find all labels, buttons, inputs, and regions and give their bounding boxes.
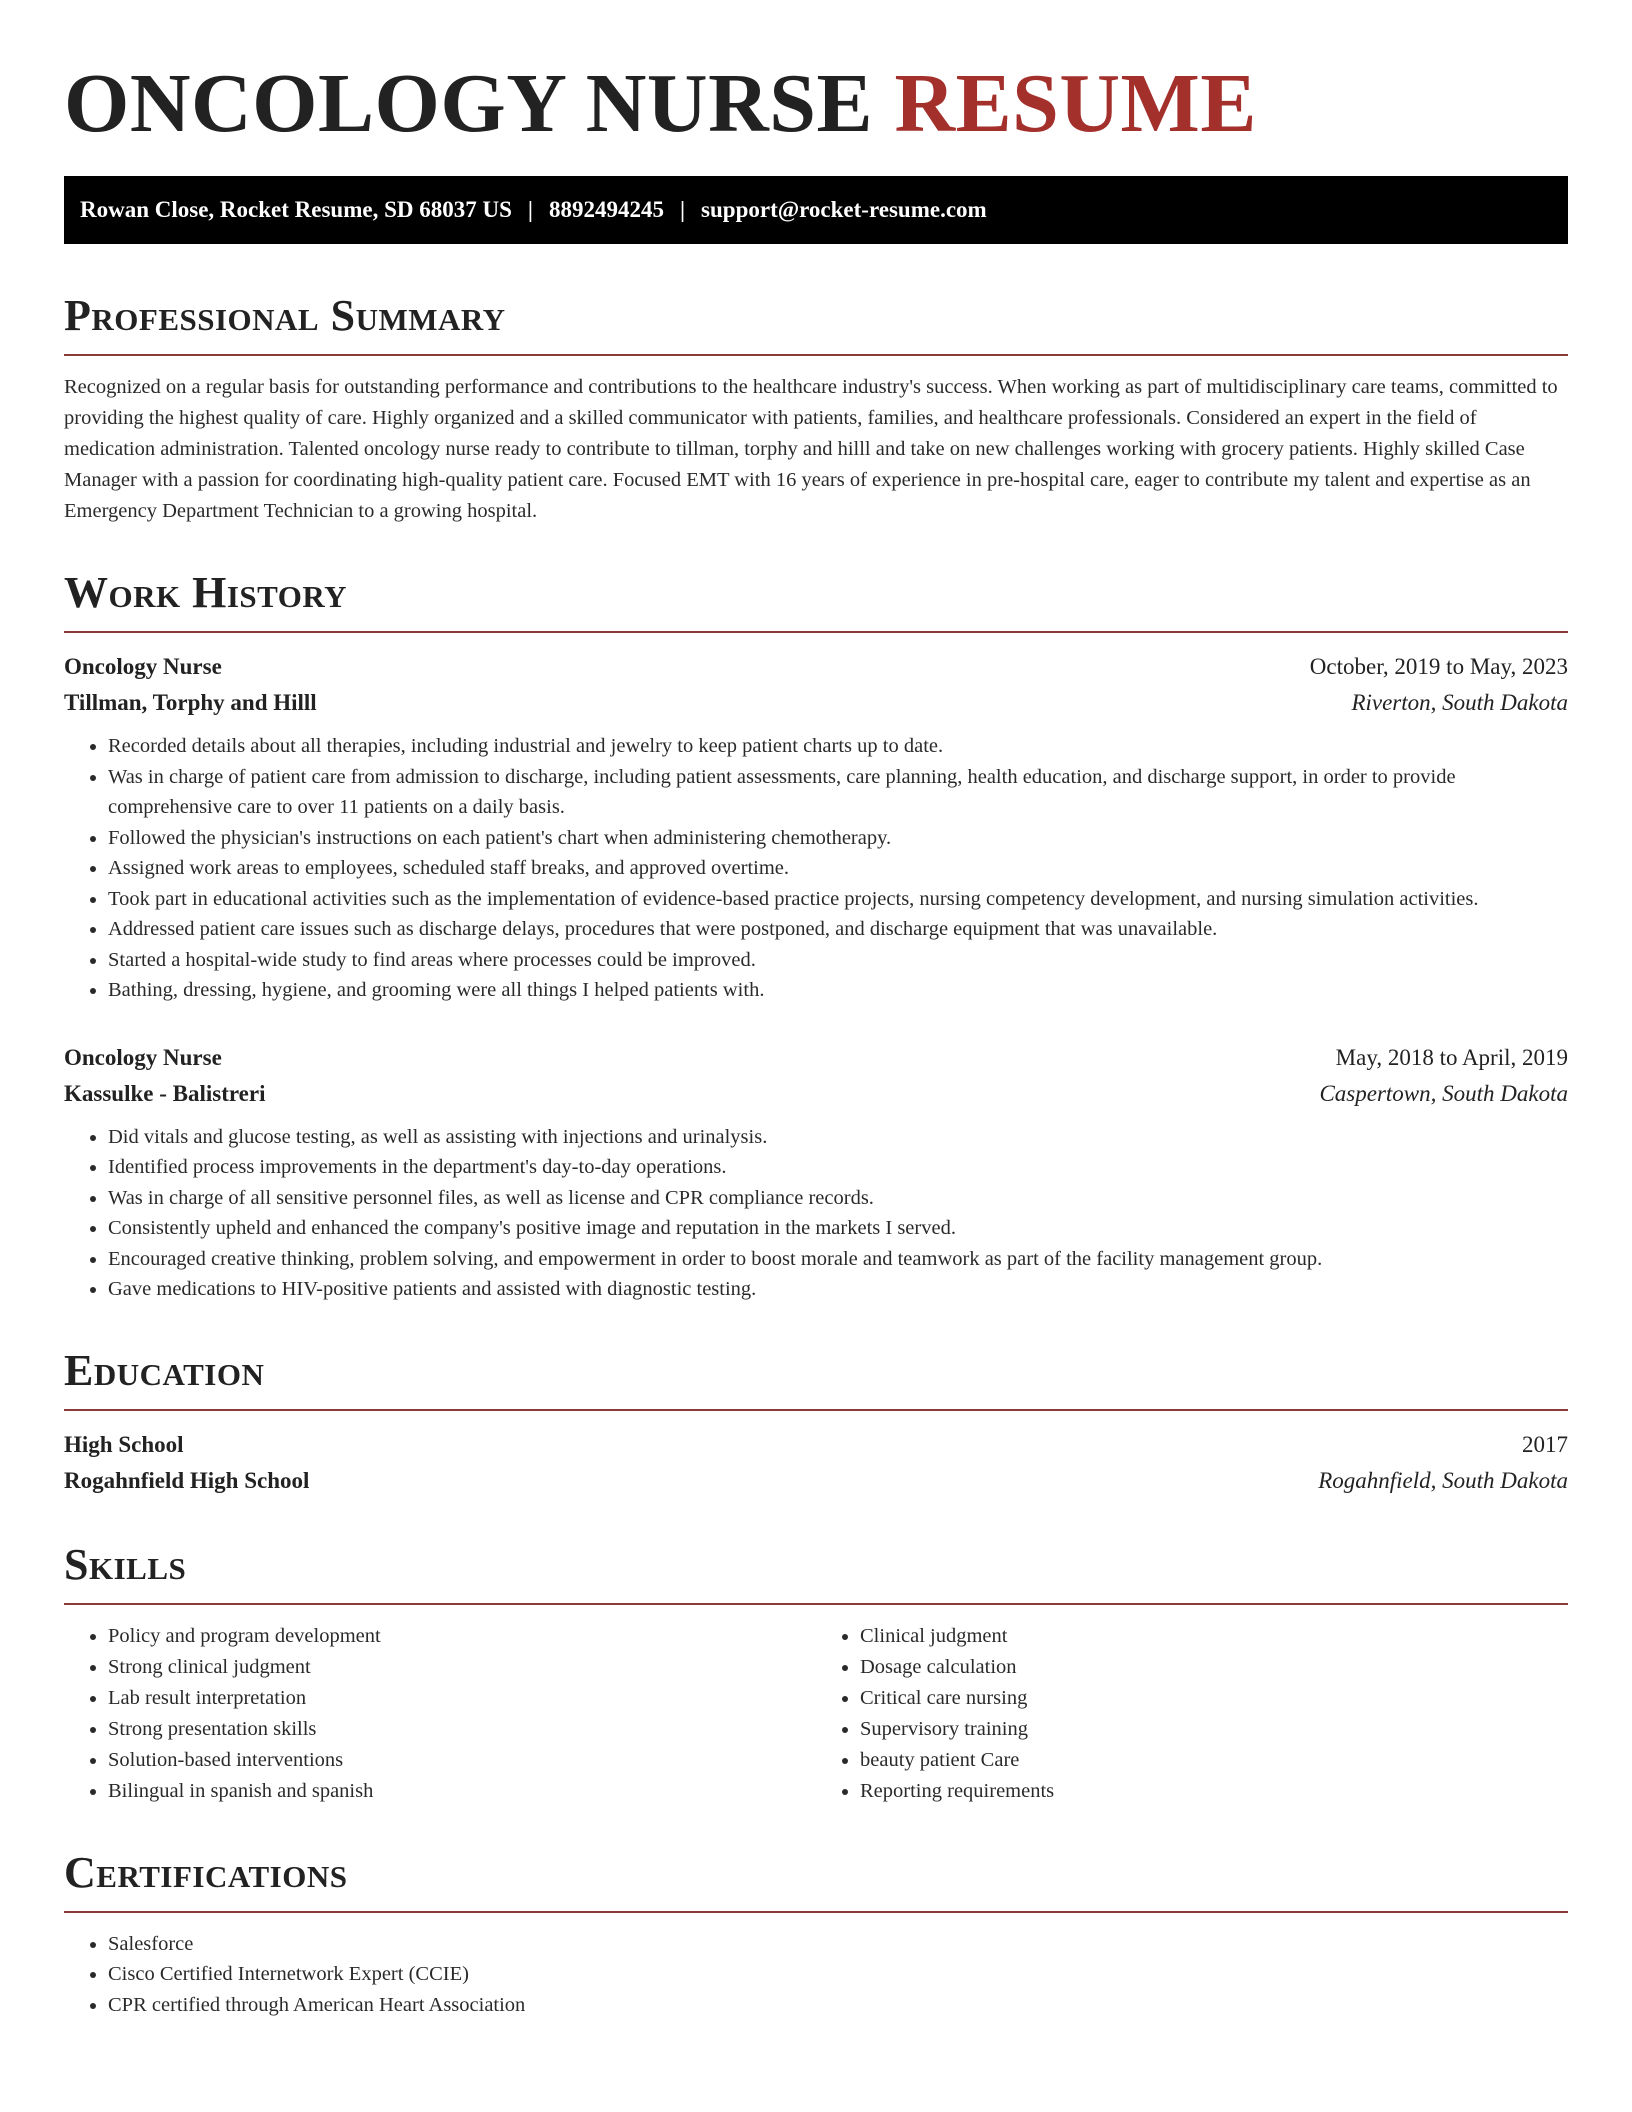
section-divider: [64, 631, 1568, 633]
education-degree: High School: [64, 1431, 184, 1457]
job-bullet: • Took part in educational activities such as the implementation of evidence-based practice projects, nursing competency development, and nursing simulation activities.: [108, 884, 1568, 915]
skill-item: • Critical care nursing: [860, 1683, 1568, 1714]
job-company-row: [64, 685, 1568, 721]
skill-item: • Strong presentation skills: [108, 1714, 816, 1745]
skill-item: • Strong clinical judgment: [108, 1652, 816, 1683]
certifications-section: [64, 1847, 1568, 2021]
job-location: Riverton, South Dakota: [1351, 690, 1568, 715]
job-bullets: [64, 1122, 1568, 1305]
certifications-list: [64, 1929, 1568, 2021]
skills-column-right: [816, 1621, 1568, 1807]
education-location: Rogahnfield, South Dakota: [1318, 1467, 1568, 1493]
job-bullet: • Consistently upheld and enhanced the company's positive image and reputation in the markets I served.: [108, 1213, 1568, 1244]
section-heading: Education: [64, 1345, 265, 1395]
job-dates: May, 2018 to April, 2019: [1335, 1044, 1568, 1070]
job-bullets: [64, 731, 1568, 1006]
contact-address: Rowan Close, Rocket Resume, SD 68037 US: [80, 197, 512, 222]
job-header-row: [64, 1040, 1568, 1076]
skill-item: • Dosage calculation: [860, 1652, 1568, 1683]
job-dates: October, 2019 to May, 2023: [1309, 654, 1568, 679]
education-header-row: [64, 1427, 1568, 1463]
title-accent: RESUME: [894, 57, 1257, 150]
certification-item: • Cisco Certified Internetwork Expert (CCIE): [108, 1959, 1568, 1990]
title-main: ONCOLOGY NURSE: [64, 57, 873, 150]
skills-grid: [64, 1621, 1568, 1807]
job-bullet: • Started a hospital-wide study to find areas where processes could be improved.: [108, 945, 1568, 976]
skill-item: • Supervisory training: [860, 1714, 1568, 1745]
summary-text: Recognized on a regular basis for outstanding performance and contributions to the healthcare industry's success. When working as part of multidisciplinary care teams, committed to providing the highest quality of care. Highly organized and a skilled communicator with patients, families, and healthcare professionals. Considered an expert in the field of medication administration. Talented oncology nurse ready to contribute to tillman, torphy and hilll and take on new challenges working with grocery patients. Highly skilled Case Manager with a passion for coordinating high-quality patient care. Focused EMT with 16 years of experience in pre-hospital care, eager to contribute my talent and expertise as an Emergency Department Technician to a growing hospital.: [64, 376, 1558, 522]
skill-item: • Lab result interpretation: [108, 1683, 816, 1714]
skill-item: • Solution-based interventions: [108, 1745, 816, 1776]
skill-item: • Reporting requirements: [860, 1776, 1568, 1807]
job-bullet: • Was in charge of patient care from admission to discharge, including patient assessments, care planning, health education, and discharge support, in order to provide comprehensive care to over 11 patients on a daily basis.: [108, 762, 1568, 823]
job-bullet: • Assigned work areas to employees, scheduled staff breaks, and approved overtime.: [108, 853, 1568, 884]
education-section: [64, 1345, 1568, 1499]
job-bullet: • Recorded details about all therapies, including industrial and jewelry to keep patient charts up to date.: [108, 731, 1568, 762]
skill-item: • Policy and program development: [108, 1621, 816, 1652]
job-bullet: • Was in charge of all sensitive personnel files, as well as license and CPR compliance records.: [108, 1183, 1568, 1214]
section-divider: [64, 1911, 1568, 1913]
section-heading: Work History: [64, 568, 348, 617]
contact-separator: |: [527, 197, 533, 222]
skill-item: • Bilingual in spanish and spanish: [108, 1776, 816, 1807]
skill-item: • beauty patient Care: [860, 1745, 1568, 1776]
job-location: Caspertown, South Dakota: [1319, 1080, 1568, 1106]
contact-separator: |: [679, 197, 686, 222]
contact-bar: [64, 176, 1568, 244]
education-school: Rogahnfield High School: [64, 1467, 310, 1493]
job-company: Kassulke - Balistreri: [64, 1080, 266, 1106]
skills-column-left: [64, 1621, 816, 1807]
job-header-row: [64, 649, 1568, 685]
job-title: Oncology Nurse: [64, 654, 222, 679]
skill-item: • Clinical judgment: [860, 1621, 1568, 1652]
job-bullet: • Followed the physician's instructions on each patient's chart when administering chemotherapy.: [108, 823, 1568, 854]
contact-phone: 8892494245: [548, 197, 664, 222]
job-bullet: • Did vitals and glucose testing, as well as assisting with injections and urinalysis.: [108, 1122, 1568, 1153]
section-divider: [64, 1409, 1568, 1411]
skills-section: [64, 1539, 1568, 1807]
education-school-row: [64, 1463, 1568, 1499]
job-bullet: • Gave medications to HIV-positive patients and assisted with diagnostic testing.: [108, 1274, 1568, 1305]
job-bullet: • Bathing, dressing, hygiene, and grooming were all things I helped patients with.: [108, 975, 1568, 1006]
section-divider: [64, 1603, 1568, 1605]
job-entry: [64, 1040, 1568, 1305]
certification-item: • CPR certified through American Heart Association: [108, 1990, 1568, 2021]
job-bullet: • Encouraged creative thinking, problem solving, and empowerment in order to boost morale and teamwork as part of the facility management group.: [108, 1244, 1568, 1275]
resume-title: [64, 54, 1568, 154]
section-heading: Skills: [64, 1539, 187, 1589]
work-history-section: [64, 567, 1568, 1305]
section-heading: Professional Summary: [64, 291, 506, 340]
section-divider: [64, 354, 1568, 356]
job-entry: [64, 649, 1568, 1006]
contact-email: support@rocket-resume.com: [701, 197, 987, 222]
certification-item: • Salesforce: [108, 1929, 1568, 1960]
summary-section: [64, 290, 1568, 527]
job-bullet: • Addressed patient care issues such as discharge delays, procedures that were postponed, and discharge equipment that was unavailable.: [108, 914, 1568, 945]
job-company: Tillman, Torphy and Hilll: [64, 690, 317, 715]
job-bullet: • Identified process improvements in the department's day-to-day operations.: [108, 1152, 1568, 1183]
section-heading: Certifications: [64, 1847, 348, 1897]
job-company-row: [64, 1076, 1568, 1112]
education-year: 2017: [1522, 1431, 1568, 1457]
job-title: Oncology Nurse: [64, 1044, 222, 1070]
